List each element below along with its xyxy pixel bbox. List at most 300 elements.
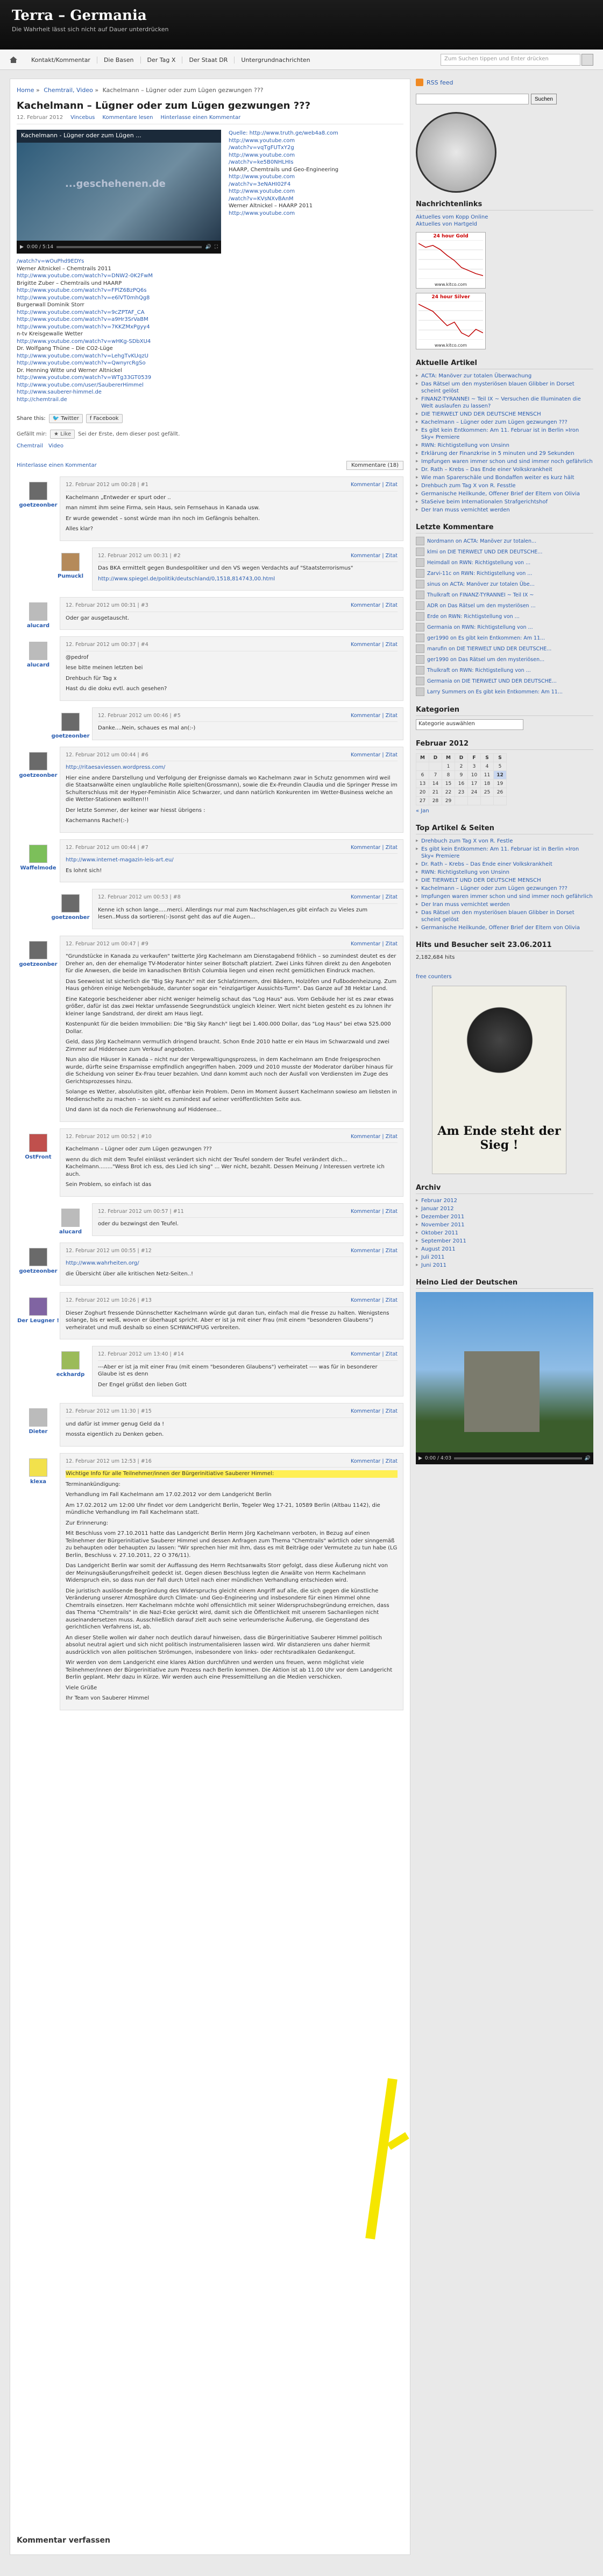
sidebar-video-progress[interactable]: [454, 1457, 582, 1459]
comment-text: Oder gar ausgetauscht.: [66, 615, 130, 621]
comment-author-name[interactable]: goetzeonber: [19, 1268, 58, 1274]
avatar[interactable]: [29, 1408, 47, 1427]
comment-author[interactable]: [17, 1403, 60, 1447]
recent-comment[interactable]: [416, 580, 593, 588]
link-item[interactable]: /watch?v=wOuPhd9EDYs: [17, 258, 84, 264]
comment-author-name[interactable]: alucard: [26, 623, 50, 629]
recent-comment-text[interactable]: Thulkraft on RWN: Richtigstellung von ...: [427, 667, 531, 673]
source-line[interactable]: /watch?v=3eNAHI02F4: [229, 181, 291, 187]
article-link[interactable]: ▸ Germanische Heilkunde, Offener Brief der Eltern von Olivia: [416, 490, 593, 497]
top-article-link[interactable]: ▸ Dr. Rath – Krebs – Das Ende einer Volkskrankheit: [416, 861, 593, 868]
category-video[interactable]: Video: [48, 443, 63, 449]
comment-author-name[interactable]: OstFront: [25, 1154, 52, 1160]
sidebar-search-button[interactable]: Suchen: [531, 94, 557, 104]
comment-actions[interactable]: Kommentar | Zitat: [350, 1133, 398, 1140]
article-link[interactable]: ▸ Drehbuch zum Tag X von R. Fesstle: [416, 482, 593, 489]
comment-author[interactable]: [17, 597, 60, 630]
avatar[interactable]: [61, 713, 80, 731]
recent-comments-list: [416, 537, 593, 696]
comment-actions[interactable]: Kommentar | Zitat: [350, 940, 398, 947]
recent-comment[interactable]: [416, 687, 593, 696]
comment-author-name[interactable]: Waffelmode: [20, 865, 56, 871]
comment-actions[interactable]: Kommentar | Zitat: [350, 1297, 398, 1303]
link-item: Dr. Henning Witte und Werner Altnickel: [17, 367, 122, 374]
site-title[interactable]: Terra – Germania: [12, 8, 147, 24]
link-item: Werner Altnickel – Chemtrails 2011: [17, 265, 111, 272]
rss-icon: [416, 79, 423, 86]
top-article-link[interactable]: ▸ Das Rätsel um den mysteriösen blauen Glibber in Dorset scheint gelöst: [416, 909, 593, 923]
avatar[interactable]: [29, 1297, 47, 1316]
recent-comment-text[interactable]: klmi on DIE TIERWELT UND DER DEUTSCHE...: [427, 549, 543, 555]
avatar[interactable]: [29, 845, 47, 863]
link-item: n-tv Kreisgewalle Wetter: [17, 331, 83, 337]
comment: [17, 1128, 403, 1197]
comment-author-name[interactable]: goetzeonber: [51, 733, 90, 739]
video-widget-title: Heino Lied der Deutschen: [416, 1279, 593, 1289]
calendar-day: [455, 797, 468, 805]
calendar-day[interactable]: 14: [429, 780, 442, 788]
video-time: 0:00 / 5:14: [26, 244, 54, 250]
top-article-link[interactable]: ▸ Der Iran muss vernichtet werden: [416, 901, 593, 908]
leave-comment-link-bottom[interactable]: Hinterlasse einen Kommentar: [17, 462, 97, 468]
top-article-link[interactable]: ▸ Germanische Heilkunde, Offener Brief der Eltern von Olivia: [416, 924, 593, 931]
calendar-day[interactable]: 2: [455, 762, 468, 771]
archive-link[interactable]: ▸ Februar 2012: [416, 1197, 593, 1204]
avatar[interactable]: [61, 1351, 80, 1370]
calendar-day[interactable]: 8: [442, 771, 455, 780]
comment-author[interactable]: [17, 747, 60, 833]
article-link[interactable]: ▸ FINANZ-TYRANNEI ~ Teil IX ~ Versuchen die Illuminaten die Welt auslaufen zu lassen?: [416, 396, 593, 410]
comment-date: 12. Februar 2012 um 11:30 | #15: [66, 1408, 152, 1414]
source-line[interactable]: http://www.youtube.com: [229, 137, 295, 144]
comment-text: Viele Grüße: [66, 1684, 97, 1691]
recent-comment[interactable]: [416, 655, 593, 664]
comment-author-name[interactable]: Dieter: [29, 1429, 48, 1435]
comment-text: ---Aber er ist ja mit einer Frau (mit einem "besonderen Glaubens") verheiratet ---- was für in besonderer Glaube ist es denn: [98, 1364, 378, 1377]
recent-comment[interactable]: [416, 666, 593, 675]
calendar-day[interactable]: 10: [468, 771, 481, 780]
news-link-hartgeld[interactable]: Aktuelles von Hartgeld: [416, 221, 477, 227]
post-author[interactable]: Vincebus: [70, 115, 95, 121]
sidebar: [416, 79, 593, 2555]
calendar-day[interactable]: 15: [442, 780, 455, 788]
archive-link[interactable]: ▸ Juli 2011: [416, 1254, 593, 1261]
nav-search-input[interactable]: Zum Suchen tippen und Enter drücken: [441, 54, 580, 66]
comment-actions[interactable]: Kommentar | Zitat: [350, 894, 398, 900]
recent-comment-text[interactable]: ger1990 on Das Rätsel um den mysteriösen...: [427, 656, 545, 663]
calendar-day[interactable]: 5: [494, 762, 507, 771]
article-link[interactable]: ▸ Der Iran muss vernichtet werden: [416, 507, 593, 514]
comment-author-name[interactable]: eckhardp: [56, 1372, 85, 1378]
like-button[interactable]: ★ Like: [50, 430, 75, 439]
link-item[interactable]: http://www.youtube.com/watch?v=9cZPTAF_CA: [17, 309, 145, 315]
sidebar-emblem-image: [416, 112, 496, 193]
comment-author-name[interactable]: Der Leugner !: [17, 1318, 59, 1324]
main-content: [10, 79, 410, 2555]
link-item[interactable]: http://www.youtube.com/watch?v=QwnyrcRgSo: [17, 360, 146, 366]
comment-author[interactable]: [17, 1453, 60, 1710]
top-article-link[interactable]: ▸ Impfungen waren immer schon und sind immer noch gefährlich: [416, 893, 593, 900]
article-link[interactable]: ▸ Kachelmann – Lügner oder zum Lügen gezwungen ???: [416, 419, 593, 426]
article-link[interactable]: ▸ RWN: Richtigstellung von Unsinn: [416, 442, 593, 449]
comment-box: [60, 1292, 403, 1339]
calendar-day[interactable]: 12: [494, 771, 507, 780]
comment-actions[interactable]: Kommentar | Zitat: [350, 1408, 398, 1414]
comment-actions[interactable]: Kommentar | Zitat: [350, 844, 398, 851]
comment-header: [66, 1297, 398, 1307]
avatar[interactable]: [29, 602, 47, 621]
article-link[interactable]: ▸ DIE TIERWELT UND DER DEUTSCHE MENSCH: [416, 411, 593, 418]
archive-link[interactable]: ▸ September 2011: [416, 1238, 593, 1245]
calendar-day[interactable]: 4: [481, 762, 494, 771]
recent-comment-text[interactable]: Zarvi-11c on RWN: Richtigstellung von ...: [427, 570, 533, 577]
comment-actions[interactable]: Kommentar | Zitat: [350, 1247, 398, 1254]
comment-text: @pedrof: [66, 654, 89, 661]
calendar-day[interactable]: 20: [416, 788, 429, 797]
link-item[interactable]: http://chemtrail.de: [17, 396, 67, 403]
comment-text: mossta eigentlich zu Denken geben.: [66, 1431, 164, 1437]
silver-chart[interactable]: [416, 293, 486, 349]
recent-comment[interactable]: [416, 548, 593, 556]
breadcrumb: Home » Chemtrail, Video » Kachelmann – Lügner oder zum Lügen gezwungen ???: [17, 87, 264, 94]
comment-author-name[interactable]: goetzeonber: [51, 915, 90, 921]
source-line: HAARP, Chemtrails und Geo-Engineering: [229, 166, 339, 173]
nav-item-untergrund[interactable]: Untergrundnachrichten: [241, 56, 310, 64]
comment-text: Kachelmann – Lügner oder zum Lügen gezwungen ???: [66, 1146, 212, 1152]
comment-actions[interactable]: Kommentar | Zitat: [350, 1208, 398, 1215]
article-link[interactable]: ▸ ACTA: Manöver zur totalen Überwachung: [416, 373, 593, 380]
comment-text[interactable]: http://www.internet-magazin-leis-art.eu/: [66, 857, 174, 863]
recent-comment[interactable]: [416, 569, 593, 578]
video-frame[interactable]: [17, 143, 221, 241]
comment-text: die Übersicht über alle kritischen Netz-Seiten..!: [66, 1271, 194, 1277]
comment-header: [66, 940, 398, 951]
avatar: [416, 548, 424, 556]
fullscreen-icon[interactable]: ⛶: [214, 244, 218, 250]
nav-item-tag-x[interactable]: Der Tag X: [141, 57, 183, 64]
link-item[interactable]: http://www.youtube.com/watch?v=FPlZ6BzPQ6s: [17, 287, 147, 293]
calendar-day[interactable]: 1: [442, 762, 455, 771]
avatar[interactable]: [29, 941, 47, 959]
content-container: [0, 70, 603, 2555]
main-nav: [0, 50, 603, 70]
comment-author[interactable]: [49, 548, 92, 591]
comment-author[interactable]: [17, 1243, 60, 1286]
recent-comment-text[interactable]: Larry Summers on Es gibt kein Entkommen: Am 11...: [427, 689, 563, 695]
recent-comment[interactable]: [416, 612, 593, 621]
recent-comment-text[interactable]: Germania on DIE TIERWELT UND DER DEUTSCHE...: [427, 678, 557, 684]
comment-author-name[interactable]: goetzeonber: [19, 502, 58, 508]
recent-comment-text[interactable]: sinus on ACTA: Manöver zur totalen Übe...: [427, 581, 535, 587]
link-item[interactable]: http://www.youtube.com/user/SaubererHimmel: [17, 382, 144, 388]
comment-text[interactable]: http://ritaesaviessen.wordpress.com/: [66, 764, 166, 770]
site-tagline: Die Wahrheit lässt sich nicht auf Dauer unterdrücken: [12, 26, 169, 33]
link-item[interactable]: http://www.youtube.com/watch?v=WTg33GT0539: [17, 375, 152, 381]
comment-actions[interactable]: Kommentar | Zitat: [350, 1351, 398, 1357]
comment-author-name[interactable]: alucard: [26, 662, 50, 668]
poster-text: Am Ende steht der Sieg !: [437, 1124, 561, 1152]
articles-list: [416, 373, 593, 514]
comment-text: Nun also die Häuser in Kanada – nicht nur der Vergewaltigungsprozess, in dem Kachelmann am Ende freigesprochen wurde, dürfte seine Ersparnisse empfindlich angegriffen haben. 2009 und 2010 musste der Moderator darüber hinaus für die Scheidung von seiner Ex-Frau teuer bezahlen. Und dann kommt auch noch der Ausfall von Verdiensten im Zuge des Gerichtsprozesses hinzu.: [66, 1057, 393, 1085]
comment: [49, 1203, 403, 1236]
comment-actions[interactable]: Kommentar | Zitat: [350, 602, 398, 608]
sidebar-search-input[interactable]: [416, 94, 529, 104]
archive-link[interactable]: ▸ November 2011: [416, 1222, 593, 1229]
source-line[interactable]: /watch?v=KVsNXvBAnM: [229, 195, 294, 202]
rss-feed-link[interactable]: [416, 79, 593, 86]
source-line[interactable]: http://www.youtube.com: [229, 210, 295, 216]
comment-text[interactable]: http://www.spiegel.de/politik/deutschland/0,1518,814743,00.html: [98, 575, 275, 582]
hits-widget: [416, 941, 593, 1174]
avatar[interactable]: [29, 642, 47, 660]
source-line[interactable]: http://www.youtube.com: [229, 174, 295, 180]
calendar-day[interactable]: 25: [481, 788, 494, 797]
calendar-day[interactable]: 13: [416, 780, 429, 788]
news-link-kopp[interactable]: Aktuelles vom Kopp Online: [416, 214, 488, 220]
comment-author-name[interactable]: goetzeonber: [19, 961, 58, 967]
archive-link[interactable]: ▸ Januar 2012: [416, 1205, 593, 1212]
gold-chart-plot: [418, 240, 483, 279]
home-icon[interactable]: [10, 57, 17, 63]
calendar-day[interactable]: 18: [481, 780, 494, 788]
calendar-day[interactable]: 27: [416, 797, 429, 805]
comment-author[interactable]: [49, 707, 92, 740]
top-articles-title: Top Artikel & Seiten: [416, 824, 593, 834]
recent-comment-text[interactable]: marufin on DIE TIERWELT UND DER DEUTSCHE...: [427, 645, 552, 652]
calendar-day[interactable]: 17: [468, 780, 481, 788]
leave-comment-link[interactable]: Hinterlasse einen Kommentar: [160, 115, 241, 121]
nav-search-button[interactable]: [581, 54, 593, 66]
calendar-day[interactable]: 16: [455, 780, 468, 788]
comment-author[interactable]: [17, 839, 60, 883]
calendar-day[interactable]: 21: [429, 788, 442, 797]
archive-link[interactable]: ▸ August 2011: [416, 1246, 593, 1253]
avatar: [416, 569, 424, 578]
volume-icon[interactable]: 🔊: [584, 1456, 591, 1461]
link-item[interactable]: http://www.youtube.com/watch?v=a9Hr3SrVaBM: [17, 317, 148, 322]
article-link[interactable]: ▸ StaSeive beim Internationalen Strafgerichtshof: [416, 499, 593, 506]
archive-link[interactable]: ▸ Dezember 2011: [416, 1213, 593, 1220]
calendar-day[interactable]: 19: [494, 780, 507, 788]
comment-author[interactable]: [17, 1292, 60, 1339]
source-line: Werner Altnickel – HAARP 2011: [229, 203, 313, 209]
comment-actions[interactable]: Kommentar | Zitat: [350, 642, 398, 648]
recent-comment[interactable]: [416, 601, 593, 610]
link-item[interactable]: http://www.sauberer-himmel.de: [17, 389, 102, 395]
nav-item-basen[interactable]: Die Basen: [97, 57, 141, 64]
post-categories: [17, 443, 403, 449]
top-article-link[interactable]: ▸ Kachelmann – Lügner oder zum Lügen gezwungen ???: [416, 885, 593, 892]
calendar-day[interactable]: 26: [494, 788, 507, 797]
avatar[interactable]: [61, 894, 80, 913]
comment-author[interactable]: [17, 1128, 60, 1197]
calendar-day[interactable]: 6: [416, 771, 429, 780]
link-item[interactable]: http://www.youtube.com/watch?v=LehgTvKUqzU: [17, 353, 148, 359]
comment-author-name[interactable]: alucard: [59, 1229, 82, 1235]
article-link[interactable]: ▸ Dr. Rath – Krebs – Das Ende einer Volkskrankheit: [416, 466, 593, 473]
sidebar-video-player[interactable]: [416, 1292, 593, 1464]
avatar[interactable]: [29, 752, 47, 770]
recent-comment-text[interactable]: Heimdall on RWN: Richtigstellung von ...: [427, 559, 531, 566]
recent-comment[interactable]: [416, 591, 593, 599]
video-progress-bar[interactable]: [56, 246, 202, 248]
archive-link[interactable]: ▸ Juni 2011: [416, 1262, 593, 1269]
calendar-day[interactable]: 22: [442, 788, 455, 797]
comment-text: Kachelmann „Entweder er spurt oder ..: [66, 494, 171, 501]
recent-comment[interactable]: [416, 558, 593, 567]
top-article-link[interactable]: ▸ RWN: Richtigstellung von Unsinn: [416, 869, 593, 876]
facebook-icon: f: [89, 416, 94, 422]
gold-chart[interactable]: [416, 232, 486, 289]
top-article-link[interactable]: ▸ Es gibt kein Entkommen: Am 11. Februar ist in Berlin »Iron Sky« Premiere: [416, 846, 593, 860]
comment-text: Der Engel grüßst den lieben Gott: [98, 1381, 187, 1388]
twitter-icon: 🐦: [52, 416, 61, 422]
article-link[interactable]: ▸ Es gibt kein Entkommen: Am 11. Februar ist in Berlin »Iron Sky« Premiere: [416, 427, 593, 441]
comment-text: Alles klar?: [66, 526, 94, 532]
comment-actions[interactable]: Kommentar | Zitat: [350, 482, 398, 488]
breadcrumb-category[interactable]: Chemtrail, Video: [44, 87, 93, 94]
comment-text: Und dann ist da noch die Ferienwohnung auf Hiddensee...: [66, 1107, 222, 1113]
recent-comment[interactable]: [416, 644, 593, 653]
source-line[interactable]: /watch?v=vqTgFUTxY2g: [229, 145, 294, 151]
video-overlay: ...geschehenen.de: [65, 178, 166, 189]
top-article-link[interactable]: ▸ Drehbuch zum Tag X von R. Festle: [416, 838, 593, 845]
link-list: [17, 258, 403, 403]
article-link[interactable]: ▸ Wie man Sparerschäle und Bondaffen weiter es kurz hält: [416, 474, 593, 481]
comment-author-name[interactable]: Pumuckl: [58, 573, 83, 579]
comment-text: Am 17.02.2012 um 12:00 Uhr findet vor dem Landgericht Berlin, Tegeler Weg 17-21, 10589 Berlin (Altbau 1142), die mündliche Verhandlung im Fall Kachelmann statt.: [66, 1502, 380, 1515]
article-link[interactable]: ▸ Das Rätsel um den mysteriösen blauen Glibber in Dorset scheint gelöst: [416, 381, 593, 395]
calendar-day[interactable]: 28: [429, 797, 442, 805]
recent-comment-text[interactable]: Nordmann on ACTA: Manöver zur totalen...: [427, 538, 537, 544]
recent-comment[interactable]: [416, 634, 593, 642]
source-line[interactable]: Quelle: http://www.truth.ge/web4a8.com: [229, 130, 338, 136]
calendar-prev-link[interactable]: « Jan: [416, 808, 429, 814]
comment-text: Sein Problem, so einfach ist das: [66, 1182, 152, 1188]
recent-comment-text[interactable]: Thulkraft on FINANZ-TYRANNEI ~ Teil IX ~: [427, 592, 534, 598]
post-title[interactable]: Kachelmann – Lügner oder zum Lügen gezwungen ???: [17, 100, 311, 111]
play-icon[interactable]: ▶: [418, 1456, 422, 1461]
volume-icon[interactable]: 🔊: [205, 244, 211, 250]
recent-comment[interactable]: [416, 623, 593, 631]
comment-text: Solange es Wetter, absolutisiten gibt, offenbar kein Problem. Denn im Moment äussert Kachelmann sowieso am liebsten in Medienschelte zu machen – so sieht es zumindest auf seiner veröffentlichten Seite aus.: [66, 1089, 397, 1103]
free-counters-link[interactable]: free counters: [416, 974, 452, 980]
article-link[interactable]: ▸ Erklärung der Finanzkrise in 5 minuten und 29 Sekunden: [416, 450, 593, 457]
source-line[interactable]: /watch?v=ke5B0NHLHIs: [229, 159, 294, 165]
calendar-day: [481, 797, 494, 805]
comment-text[interactable]: http://www.wahrheiten.org/: [66, 1260, 139, 1266]
nav-item-staat-dr[interactable]: Der Staat DR: [182, 57, 235, 64]
comment-author[interactable]: [49, 1346, 92, 1396]
avatar[interactable]: [29, 1458, 47, 1477]
comment-header: [66, 481, 398, 492]
play-icon[interactable]: ▶: [20, 244, 24, 250]
link-item[interactable]: http://www.youtube.com/watch?v=7KKZMxPgyy4: [17, 324, 150, 330]
comment-actions[interactable]: Kommentar | Zitat: [350, 752, 398, 758]
avatar[interactable]: [61, 553, 80, 571]
link-item[interactable]: http://www.youtube.com/watch?v=wHKg-SDbXU4: [17, 338, 151, 345]
breadcrumb-home[interactable]: Home: [17, 87, 34, 94]
video-player[interactable]: [17, 130, 221, 254]
calendar-weekday: D: [455, 754, 468, 762]
calendar-weekday: M: [416, 754, 429, 762]
facebook-share-button[interactable]: f Facebook: [86, 414, 123, 423]
recent-comment[interactable]: [416, 537, 593, 545]
comments-bar: [17, 461, 403, 470]
comment-box: [60, 1243, 403, 1286]
recent-comments-widget: [416, 523, 593, 696]
video-title[interactable]: Kachelmann - Lügner oder zum Lügen ...: [21, 132, 141, 139]
comment-text: Geld, dass Jörg Kachelmann vermutlich dringend braucht. Schon Ende 2010 hatte er ein Haus im Schwarzwald und zwei Zimmer auf Hiddensee zum Verkauf angeboten.: [66, 1039, 389, 1052]
comment-actions[interactable]: Kommentar | Zitat: [350, 552, 398, 559]
avatar[interactable]: [61, 1209, 80, 1227]
recent-comment-text[interactable]: ger1990 on Es gibt kein Entkommen: Am 11...: [427, 635, 545, 641]
comment-date: 12. Februar 2012 um 00:55 | #12: [66, 1247, 152, 1254]
calendar-day[interactable]: 24: [468, 788, 481, 797]
comment-author[interactable]: [17, 476, 60, 541]
comment-author[interactable]: [17, 936, 60, 1122]
calendar-day[interactable]: 23: [455, 788, 468, 797]
top-article-link[interactable]: ▸ DIE TIERWELT UND DER DEUTSCHE MENSCH: [416, 877, 593, 884]
comment-actions[interactable]: Kommentar | Zitat: [350, 1458, 398, 1464]
comment-text: Kostenpunkt für die beiden Immobilien: Die "Big Sky Ranch" liegt bei 1.400.000 Dollar, das "Log Haus" bei etwa 525.000 Dollar.: [66, 1021, 391, 1035]
nav-item-kontakt[interactable]: Kontakt/Kommentar: [25, 57, 97, 64]
recent-comment-text[interactable]: Erde on RWN: Richtigstellung von ...: [427, 613, 520, 620]
avatar[interactable]: [29, 482, 47, 500]
silver-chart-plot: [418, 301, 483, 340]
category-chemtrail[interactable]: Chemtrail: [17, 443, 43, 449]
calendar-day[interactable]: 7: [429, 771, 442, 780]
comment-author-name[interactable]: klexa: [30, 1478, 47, 1485]
calendar-day[interactable]: 3: [468, 762, 481, 771]
comment: [49, 889, 403, 929]
source-line[interactable]: http://www.youtube.com: [229, 152, 295, 158]
archive-link[interactable]: ▸ Oktober 2011: [416, 1230, 593, 1237]
calendar-day[interactable]: 29: [442, 797, 455, 805]
avatar[interactable]: [29, 1248, 47, 1266]
news-widget: [416, 200, 593, 349]
comments-read-link[interactable]: Kommentare lesen: [102, 115, 153, 121]
calendar-day[interactable]: 11: [481, 771, 494, 780]
recent-comment-text[interactable]: Germania on RWN: Richtigstellung von ...: [427, 624, 533, 630]
comment-date: 12. Februar 2012 um 13:40 | #14: [98, 1351, 184, 1357]
comment-box: [60, 636, 403, 701]
comment-text: Hast du die doku evtl. auch gesehen?: [66, 686, 167, 692]
comment-author[interactable]: [49, 889, 92, 929]
comment-author[interactable]: [17, 636, 60, 701]
categories-select[interactable]: Kategorie auswählen: [416, 719, 523, 730]
categories-widget: [416, 706, 593, 730]
twitter-share-button[interactable]: 🐦 Twitter: [49, 414, 83, 423]
sidebar-video-time: 0:00 / 4:03: [424, 1456, 452, 1461]
avatar[interactable]: [29, 1134, 47, 1152]
avatar: [416, 537, 424, 545]
comment-actions[interactable]: Kommentar | Zitat: [350, 712, 398, 719]
comments-count-tab[interactable]: Kommentare (18): [346, 461, 403, 470]
calendar-day[interactable]: 9: [455, 771, 468, 780]
calendar-weekday: S: [481, 754, 494, 762]
recent-comment-text[interactable]: ADR on Das Rätsel um den mysteriösen ...: [427, 602, 536, 609]
comment-author-name[interactable]: goetzeonber: [19, 772, 58, 778]
comment: [17, 1243, 403, 1286]
comment-author[interactable]: [49, 1203, 92, 1236]
article-link[interactable]: ▸ Impfungen waren immer schon und sind immer noch gefährlich: [416, 458, 593, 465]
link-item[interactable]: http://www.youtube.com/watch?v=e6lVT0mhQg8: [17, 294, 150, 301]
link-item[interactable]: http://www.youtube.com/watch?v=DNW2-0K2FwM: [17, 273, 153, 279]
recent-comment[interactable]: [416, 677, 593, 685]
comment-text: Kenne ich schon lange.....merci. Allerdings nur mal zum Nachschlagen,es gibt einfach zu Vieles zum lesen..Muss da sortieren(:-)sonst geht das auf die Augen...: [98, 907, 368, 920]
source-line[interactable]: http://www.youtube.com: [229, 188, 295, 194]
